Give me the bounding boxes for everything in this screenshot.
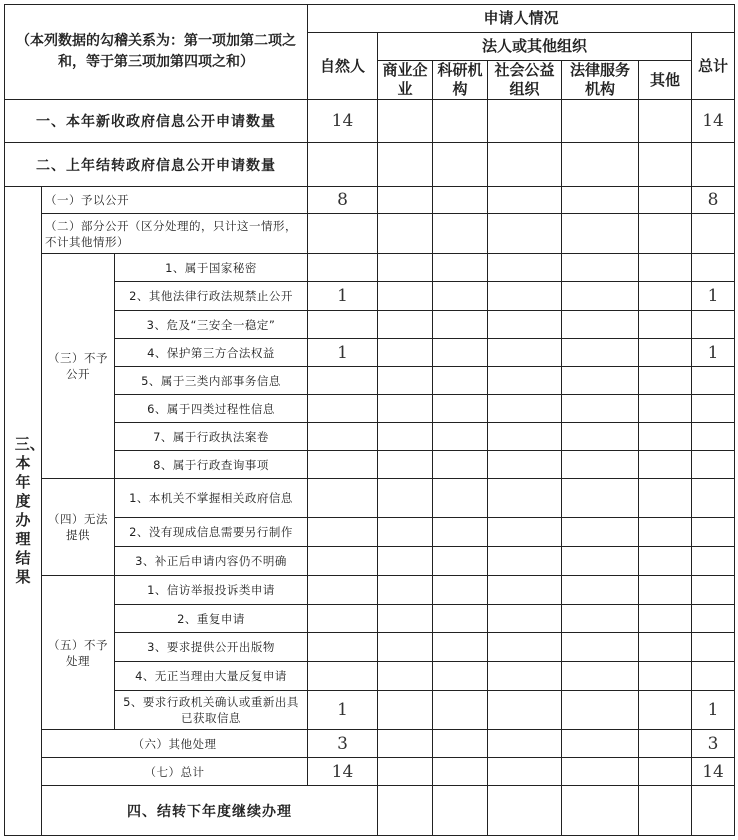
table-row <box>5 786 735 836</box>
cell-total <box>692 451 735 479</box>
cell-social <box>488 214 562 254</box>
row-label: 5、属于三类内部事务信息 <box>115 367 308 395</box>
cell-research <box>433 518 488 547</box>
cell-law <box>562 518 639 547</box>
row-label: （一）予以公开 <box>42 187 308 214</box>
cell-commercial <box>378 187 433 214</box>
cell-other <box>639 254 692 282</box>
cell-total: 1 <box>692 282 735 311</box>
row-label: 2、没有现成信息需要另行制作 <box>115 518 308 547</box>
cell-law <box>562 187 639 214</box>
cell-law <box>562 214 639 254</box>
table-row <box>5 633 735 662</box>
cell-law <box>562 282 639 311</box>
row-label: 4、无正当理由大量反复申请 <box>115 662 308 691</box>
cell-social <box>488 423 562 451</box>
cell-law <box>562 254 639 282</box>
cell-other <box>639 282 692 311</box>
cell-commercial <box>378 633 433 662</box>
cell-total <box>692 214 735 254</box>
row-label: 4、保护第三方合法权益 <box>115 339 308 367</box>
cell-total <box>692 423 735 451</box>
cell-research <box>433 339 488 367</box>
cell-natural <box>308 605 378 633</box>
header-commercial: 商业企业 <box>378 61 433 100</box>
cell-commercial <box>378 451 433 479</box>
cell-other <box>639 633 692 662</box>
header-total: 总计 <box>692 33 735 100</box>
cell-commercial <box>433 786 488 836</box>
cell-other <box>639 339 692 367</box>
cell-law <box>562 691 639 730</box>
cell-research <box>433 282 488 311</box>
row-label: 四、结转下年度继续办理 <box>42 786 378 836</box>
cell-total <box>692 662 735 691</box>
cell-commercial <box>378 518 433 547</box>
cell-research <box>488 786 562 836</box>
table-row <box>5 691 735 730</box>
cell-social <box>488 633 562 662</box>
disclosure-table <box>4 4 735 836</box>
cell-research <box>433 662 488 691</box>
table-row <box>5 479 735 518</box>
cell-research <box>433 547 488 576</box>
cell-natural <box>308 395 378 423</box>
cell-natural: 1 <box>308 282 378 311</box>
table-row <box>5 730 735 758</box>
cell-law <box>562 479 639 518</box>
cell-commercial <box>378 730 433 758</box>
group-label: （三）不予公开 <box>42 254 115 479</box>
cell-social <box>488 367 562 395</box>
cell-total <box>692 605 735 633</box>
cell-other <box>639 143 692 187</box>
cell-law <box>562 311 639 339</box>
row-label: （七）总计 <box>42 758 308 786</box>
cell-research <box>433 214 488 254</box>
row-label: 2、其他法律行政法规禁止公开 <box>115 282 308 311</box>
header-research: 科研机构 <box>433 61 488 100</box>
header-natural: 自然人 <box>308 33 378 100</box>
cell-social <box>562 786 639 836</box>
cell-natural: 1 <box>308 691 378 730</box>
cell-research <box>433 254 488 282</box>
cell-commercial <box>378 339 433 367</box>
cell-law <box>562 395 639 423</box>
table-row <box>5 395 735 423</box>
cell-natural <box>308 547 378 576</box>
cell-social <box>488 576 562 605</box>
cell-total <box>692 518 735 547</box>
cell-other <box>639 395 692 423</box>
cell-law <box>562 576 639 605</box>
cell-commercial <box>378 691 433 730</box>
cell-total: 3 <box>692 730 735 758</box>
cell-law <box>562 758 639 786</box>
row-label: 7、属于行政执法案卷 <box>115 423 308 451</box>
cell-commercial <box>378 395 433 423</box>
cell-other <box>639 214 692 254</box>
cell-commercial <box>378 282 433 311</box>
cell-other <box>639 691 692 730</box>
table-row <box>5 311 735 339</box>
cell-law <box>562 605 639 633</box>
row-label: 8、属于行政查询事项 <box>115 451 308 479</box>
cell-total <box>692 367 735 395</box>
cell-law <box>562 367 639 395</box>
cell-total <box>692 254 735 282</box>
cell-natural <box>308 254 378 282</box>
cell-social <box>488 282 562 311</box>
table-row <box>5 187 735 214</box>
cell-total: 1 <box>692 339 735 367</box>
cell-natural <box>308 479 378 518</box>
cell-social <box>488 730 562 758</box>
cell-commercial <box>378 662 433 691</box>
cell-natural <box>308 367 378 395</box>
cell-total <box>692 395 735 423</box>
cell-other <box>639 605 692 633</box>
cell-other <box>639 758 692 786</box>
cell-total: 8 <box>692 187 735 214</box>
cell-research <box>433 691 488 730</box>
cell-research <box>433 311 488 339</box>
cell-other <box>639 576 692 605</box>
table-row <box>5 423 735 451</box>
cell-natural <box>378 786 433 836</box>
table-row <box>5 605 735 633</box>
cell-social <box>488 254 562 282</box>
cell-social <box>488 451 562 479</box>
cell-research <box>433 605 488 633</box>
cell-commercial <box>378 254 433 282</box>
cell-law <box>562 730 639 758</box>
row-label: 3、补正后申请内容仍不明确 <box>115 547 308 576</box>
row-label: 5、要求行政机关确认或重新出具已获取信息 <box>115 691 308 730</box>
cell-research <box>433 100 488 143</box>
row-label: 3、要求提供公开出版物 <box>115 633 308 662</box>
cell-natural <box>308 423 378 451</box>
header-other: 其他 <box>639 61 692 100</box>
cell-total <box>692 547 735 576</box>
cell-social <box>488 339 562 367</box>
header-social: 社会公益组织 <box>488 61 562 100</box>
row-label: 1、信访举报投诉类申请 <box>115 576 308 605</box>
cell-other <box>639 311 692 339</box>
cell-social <box>488 187 562 214</box>
cell-other <box>639 479 692 518</box>
cell-natural <box>308 451 378 479</box>
cell-research <box>433 576 488 605</box>
header-applicant: 申请人情况 <box>308 5 735 33</box>
cell-other <box>639 367 692 395</box>
row-label: 2、重复申请 <box>115 605 308 633</box>
cell-law <box>562 662 639 691</box>
table-row <box>5 143 735 187</box>
cell-law <box>639 786 692 836</box>
cell-commercial <box>378 214 433 254</box>
cell-law <box>562 423 639 451</box>
cell-other <box>639 187 692 214</box>
group-label: （五）不予处理 <box>42 576 115 730</box>
group-label: （四）无法提供 <box>42 479 115 576</box>
row-label: 3、危及“三安全一稳定” <box>115 311 308 339</box>
cell-total <box>692 633 735 662</box>
cell-natural: 3 <box>308 730 378 758</box>
cell-social <box>488 143 562 187</box>
cell-natural <box>308 662 378 691</box>
cell-other <box>639 547 692 576</box>
table-row <box>5 758 735 786</box>
table-row <box>5 547 735 576</box>
cell-total: 14 <box>692 100 735 143</box>
cell-natural: 8 <box>308 187 378 214</box>
row-label: 6、属于四类过程性信息 <box>115 395 308 423</box>
header-law: 法律服务机构 <box>562 61 639 100</box>
cell-research <box>433 451 488 479</box>
cell-research <box>433 479 488 518</box>
table-row <box>5 214 735 254</box>
row-label: 二、上年结转政府信息公开申请数量 <box>5 143 308 187</box>
cell-law <box>562 633 639 662</box>
cell-social <box>488 691 562 730</box>
cell-research <box>433 423 488 451</box>
cell-other <box>639 423 692 451</box>
table-row <box>5 662 735 691</box>
row-label: 一、本年新收政府信息公开申请数量 <box>5 100 308 143</box>
cell-research <box>433 633 488 662</box>
cell-commercial <box>378 576 433 605</box>
cell-law <box>562 143 639 187</box>
cell-social <box>488 547 562 576</box>
cell-research <box>433 730 488 758</box>
cell-social <box>488 395 562 423</box>
cell-commercial <box>378 758 433 786</box>
cell-law <box>562 451 639 479</box>
cell-natural <box>308 518 378 547</box>
cell-social <box>488 479 562 518</box>
cell-other <box>639 730 692 758</box>
cell-social <box>488 100 562 143</box>
cell-natural <box>308 143 378 187</box>
row-label: 1、本机关不掌握相关政府信息 <box>115 479 308 518</box>
cell-natural: 14 <box>308 758 378 786</box>
table-row <box>5 339 735 367</box>
cell-natural: 1 <box>308 339 378 367</box>
cell-research <box>433 143 488 187</box>
cell-commercial <box>378 100 433 143</box>
cell-research <box>433 187 488 214</box>
table-row <box>5 100 735 143</box>
cell-law <box>562 339 639 367</box>
table-row <box>5 254 735 282</box>
cell-social <box>488 605 562 633</box>
cell-social <box>488 758 562 786</box>
row-label: 1、属于国家秘密 <box>115 254 308 282</box>
cell-total <box>692 479 735 518</box>
cell-natural: 14 <box>308 100 378 143</box>
cell-commercial <box>378 605 433 633</box>
section3-text: 三、本年度办理结果 <box>14 435 45 586</box>
cell-social <box>488 311 562 339</box>
table-note: （本列数据的勾稽关系为：第一项加第二项之和，等于第三项加第四项之和） <box>5 5 308 100</box>
cell-commercial <box>378 423 433 451</box>
cell-commercial <box>378 547 433 576</box>
table-row <box>5 518 735 547</box>
cell-commercial <box>378 367 433 395</box>
cell-law <box>562 100 639 143</box>
header-legal-group: 法人或其他组织 <box>378 33 692 61</box>
table-row <box>5 451 735 479</box>
cell-natural <box>308 633 378 662</box>
cell-commercial <box>378 479 433 518</box>
cell-total <box>692 311 735 339</box>
cell-other <box>692 786 735 836</box>
cell-research <box>433 758 488 786</box>
cell-total: 1 <box>692 691 735 730</box>
cell-research <box>433 367 488 395</box>
table-row <box>5 576 735 605</box>
cell-natural <box>308 311 378 339</box>
cell-total <box>692 143 735 187</box>
cell-commercial <box>378 143 433 187</box>
section3-label <box>5 187 45 836</box>
cell-research <box>433 395 488 423</box>
row-label: （六）其他处理 <box>42 730 308 758</box>
cell-other <box>639 451 692 479</box>
cell-other <box>639 518 692 547</box>
table-row <box>5 282 735 311</box>
cell-other <box>639 100 692 143</box>
cell-law <box>562 547 639 576</box>
cell-natural <box>308 576 378 605</box>
cell-social <box>488 662 562 691</box>
cell-commercial <box>378 311 433 339</box>
cell-social <box>488 518 562 547</box>
cell-total: 14 <box>692 758 735 786</box>
row-label: （二）部分公开（区分处理的，只计这一情形，不计其他情形） <box>42 214 308 254</box>
table-row <box>5 367 735 395</box>
cell-total <box>692 576 735 605</box>
cell-natural <box>308 214 378 254</box>
cell-other <box>639 662 692 691</box>
